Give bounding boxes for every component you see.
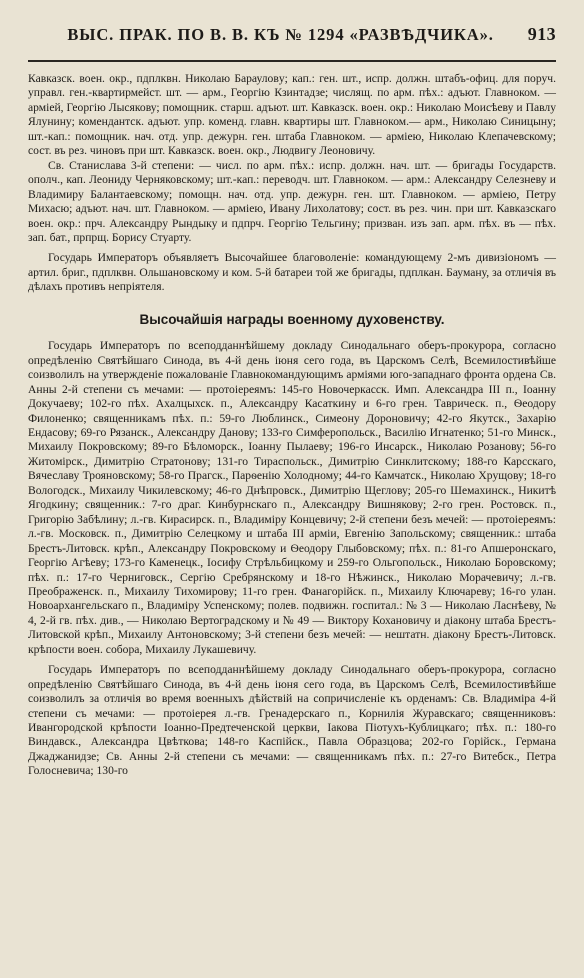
paragraph-1: Кавказск. воен. окр., пдплквн. Николаю Барауловy; кап.: ген. шт., испр. должн. штабъ-офиц. для поруч. управл. ген.-квартирмейст. шт. — арм., Георгію Кзинтадзе; числящ. по арм. пѣх.: адъют. Главноком. — арміей, Георгію Лысякову; помощник. старш. адъют. шт. Кавказск. воен. окр.: Николаю Моисѣеву и Павлу Ялунину; комендантск. адъют. упр. коменд. главн. квартиры шт. Главноком.— арм., Николаю Синицыну; шт.-кап.: помощник. нач. отд. упр. дежурн. ген. штаба Главноком. — арміею, Николаю Клепачевскому; сост. въ рез. чиновъ при шт. Кавказск. воен. окр., Людвигу Леоновичу. <box>28 72 556 158</box>
paragraph-3: Государь Императоръ объявляетъ Высочайшее благоволеніе: командующему 2-мъ дивизіономъ — артил. бриг., пдплквн. Ольшановскому и ком. 5-й батареи той же бригады, пдплкан. Бауману, за отличія въ дѣлахъ противъ непріятеля. <box>28 251 556 294</box>
section-title: Высочайшія награды военному духовенству. <box>139 311 445 327</box>
running-head: ВЫС. ПРАК. ПО В. В. КЪ № 1294 «РАЗВѢДЧИКА». <box>67 25 494 44</box>
paragraph-4: Государь Императоръ по всеподданнѣйшему докладу Синодальнаго оберъ-прокурора, согласно опредѣленію Святѣйшаго Синода, въ 4-й день іюня сего года, въ Царскомъ Селѣ, Всемилостивѣйше соизволилъ на утвержденіе пожалованіе Главнокомандующимъ арміями юго-западнаго фронта ордена Св. Анны 2-й степени съ мечами: — протоіереямъ: 145-го Новочеркасск. Имп. Александра III п., Іоанну Докучаеву; 102-го пѣх. Ахалцыхск. п., Александру Касаткину и 6-го грен. Таврическ. п., Ѳеодору Филоненко; священникамъ пѣх. п.: 59-го Люблинск., Симеону Дороновичу; 42-го Якутск., Захарію Ендасову; 69-го Рязанск., Александру Данову; 133-го Симферопольск., Василію Игнатенко; 51-го Минск., Михаилу Покровскому; 89-го Бѣломорск., Іоанну Пылаеву; 196-го Инсарск., Николаю Розанову; 56-го Житомірск., Димитрію Стратонову; 131-го Тираспольск., Димитрію Синклитскому; 188-го Карсскаго, Вячеславу Трояновскому; 58-го Прагск., Парѳенію Холодному; 44-го Камчатск., Николаю Хрущову; 18-го Вологодск., Михаилу Чикилевскому; 46-го Днѣпровск., Димитрію Щеглову; 205-го Шемахинск., Никитѣ Ягодкину; священник.: 7-го драг. Кинбурнскаго п., Александру Вишнякову; 2-го грен. Ростовск. п., Григорію Забѣлину; л.-гв. Кирасирск. п., Владиміру Концевичу; 2-й степени безъ мечей: — протоіереямъ: л.-гв. Московск. п., Димитрію Селецкому и штаба III арміи, Евгенію Запольскому; священник.: штаба Брестъ-Литовск. крѣп., Александру Покровскому и Ѳеодору Глыбовскому; пѣх. п.: 81-го Апшеронскаго, Георгію Агѣеву; 173-го Каменецк., Іосифу Стрѣльбицкому и 259-го Ольгопольск., Николаю Боровскому; пѣх. п.: 17-го Черниговск., Сергію Сребрянскому и 18-го Нѣжинск., Николаю Морачевичу; л.-гв. Преображенск. п., Михаилу Тихомирову; 11-го грен. Фанагорійск. п., Михаилу Ключареву; 16-го улан. Новоархангельскаго п., Владиміру Успенскому; полев. подвижн. госпитал.: № 3 — Николаю Ласнѣеву, № 4, 2-й гв. пѣх. див., — Николаю Вертоградскому и № 49 — Виктору Кохановичу и діакону штаба Брестъ-Литовской крѣп., Михаилу Антоновскому; 3-й степени безъ мечей: — нештатн. діакону Брестъ-Литовск. крѣпости воен. собора, Михаилу Лукашевичу. <box>28 339 556 656</box>
page-number: 913 <box>527 24 556 44</box>
header-rule <box>28 60 556 62</box>
paragraph-5: Государь Императоръ по всеподданнѣйшему докладу Синодальнаго оберъ-прокурора, согласно опредѣленію Святѣйшаго Синода, въ 4-й день іюня сего года, въ Царскомъ Селѣ, Всемилостивѣйше соизволилъ за отличія во время военныхъ дѣйствій на сопричисленіе къ орденамъ: Св. Владиміра 4-й степени съ мечами: — протоіерея л.-гв. Гренадерскаго п., Корнилія Журавскаго; священниковъ: Ивангородской крѣпости Іоанно-Предтеченской церкви, Іакова Піотухъ-Кублицкаго; пѣх. п.: 180-го Виндавск., Александра Цвѣткова; 148-го Каспійск., Павла Образцова; 202-го Горійск., Германа Джаджанидзе; Св. Анны 2-й степени съ мечами: — священникамъ пѣх. п.: 27-го Витебск., Петра Голосневича; 130-го <box>28 663 556 778</box>
body-text <box>28 72 556 779</box>
paragraph-2: Св. Станислава 3-й степени: — числ. по арм. пѣх.: испр. должн. нач. шт. — бригады Государств. ополч., кап. Леониду Черняковскому; шт.-кап.: переводч. шт. Главноком. — арм.: Александру Селезневу и Владимиру Балантаевскому; помощн. нач. отд. упр. дежурн. ген. шт. Главноком. — арміею, Петру Михасю; адъют. нач. шт. Главноком. — арміею, Ивану Лихолатову; сост. въ рез. чин. при шт. Кавказскаго воен. окр.: прч. Александру Рындыку и пдпрч. Георгію Тельгину; призван. изъ зап. арм. пѣх. въ — пѣх. зап. бат., прпрщ. Борису Стуарту. <box>28 158 556 244</box>
page-header <box>28 24 556 54</box>
